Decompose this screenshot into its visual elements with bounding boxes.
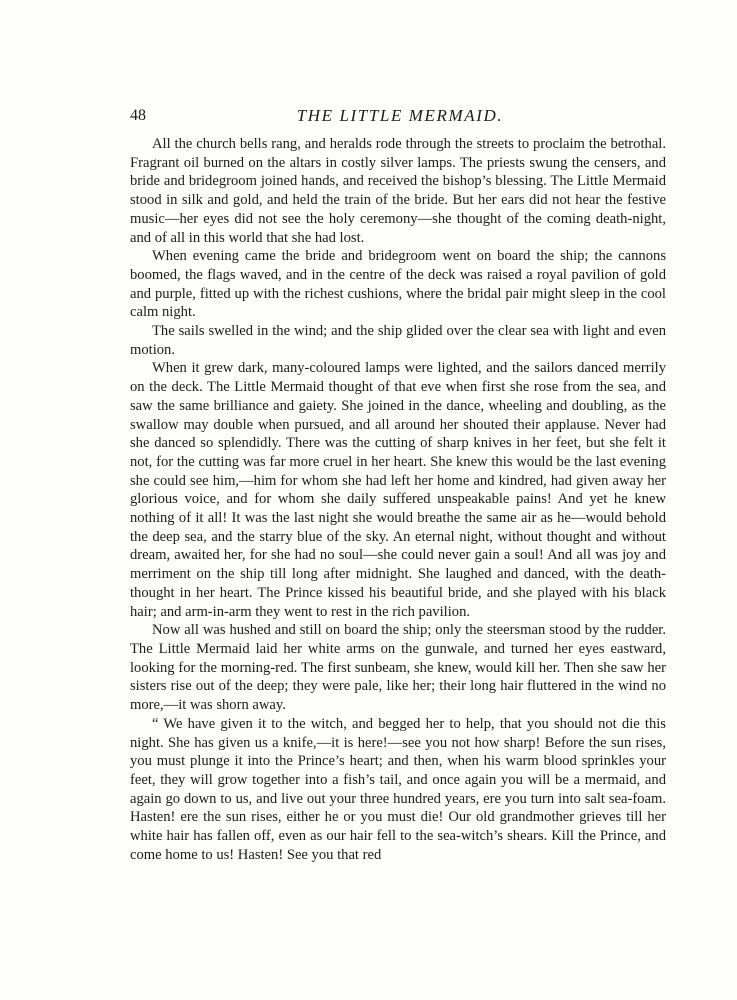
- paragraph: When evening came the bride and bridegroom went on board the ship; the cannons boomed, the flags waved, and in the centre of the deck was raised a royal pavilion of gold and purple, fitted up with the richest cushions, where the bridal pair might sleep in the cool calm night.: [130, 248, 666, 321]
- running-head: [130, 104, 670, 128]
- page-number: 48: [130, 107, 146, 124]
- body-text: [130, 135, 666, 864]
- paragraph: The sails swelled in the wind; and the ship glided over the clear sea with light and even motion.: [130, 323, 666, 358]
- running-title: THE LITTLE MERMAID.: [296, 106, 504, 125]
- paragraph: “ We have given it to the witch, and begged her to help, that you should not die this night. She has given us a knife,—it is here!—see you not how sharp! Before the sun rises, you must plunge it into the Prince’s heart; and then, when his warm blood sprinkles your feet, they will grow together into a fish’s tail, and once again you will be a mermaid, and again go down to us, and live out your three hundred years, ere you turn into salt sea-foam. Hasten! ere the sun rises, either he or you must die! Our old grandmother grieves till her white hair has fallen off, even as our hair fell to the sea-witch’s shears. Kill the Prince, and come home to us! Hasten! See you that red: [130, 715, 666, 863]
- paragraph: Now all was hushed and still on board the ship; only the steersman stood by the rudder. The Little Mermaid laid her white arms on the gunwale, and turned her eyes eastward, looking for the morning-red. The first sunbeam, she knew, would kill her. Then she saw her sisters rise out of the deep; they were pale, like her; their long hair fluttered in the wind no more,—it was shorn away.: [130, 622, 666, 714]
- paragraph: All the church bells rang, and heralds rode through the streets to proclaim the betrothal. Fragrant oil burned on the altars in costly silver lamps. The priests swung the censers, and bride and bridegroom joined hands, and received the bishop’s blessing. The Little Mermaid stood in silk and gold, and held the train of the bride. But her ears did not hear the festive music—her eyes did not see the holy ceremony—she thought of the coming death-night, and of all in this world that she had lost.: [130, 136, 666, 246]
- paragraph: When it grew dark, many-coloured lamps were lighted, and the sailors danced merrily on the deck. The Little Mermaid thought of that eve when first she rose from the sea, and saw the same brilliance and gaiety. She joined in the dance, wheeling and doubling, as the swallow may double when pursued, and all around her shouted their applause. Never had she danced so splendidly. There was the cutting of sharp knives in her feet, but she felt it not, for the cutting was far more cruel in her heart. She knew this would be the last evening she could see him,—him for whom she had left her home and kindred, had given away her glorious voice, and for whom she daily suffered unspeakable pains! And yet he knew nothing of it all! It was the last night she would breathe the same air as he—would behold the deep sea, and the starry blue of the sky. An eternal night, without thought and without dream, awaited her, for she had no soul—she could never gain a soul! And all was joy and merriment on the ship till long after midnight. She laughed and danced, with the death-thought in her heart. The Prince kissed his beautiful bride, and she played with his black hair; and arm-in-arm they went to rest in the rich pavilion.: [130, 360, 666, 620]
